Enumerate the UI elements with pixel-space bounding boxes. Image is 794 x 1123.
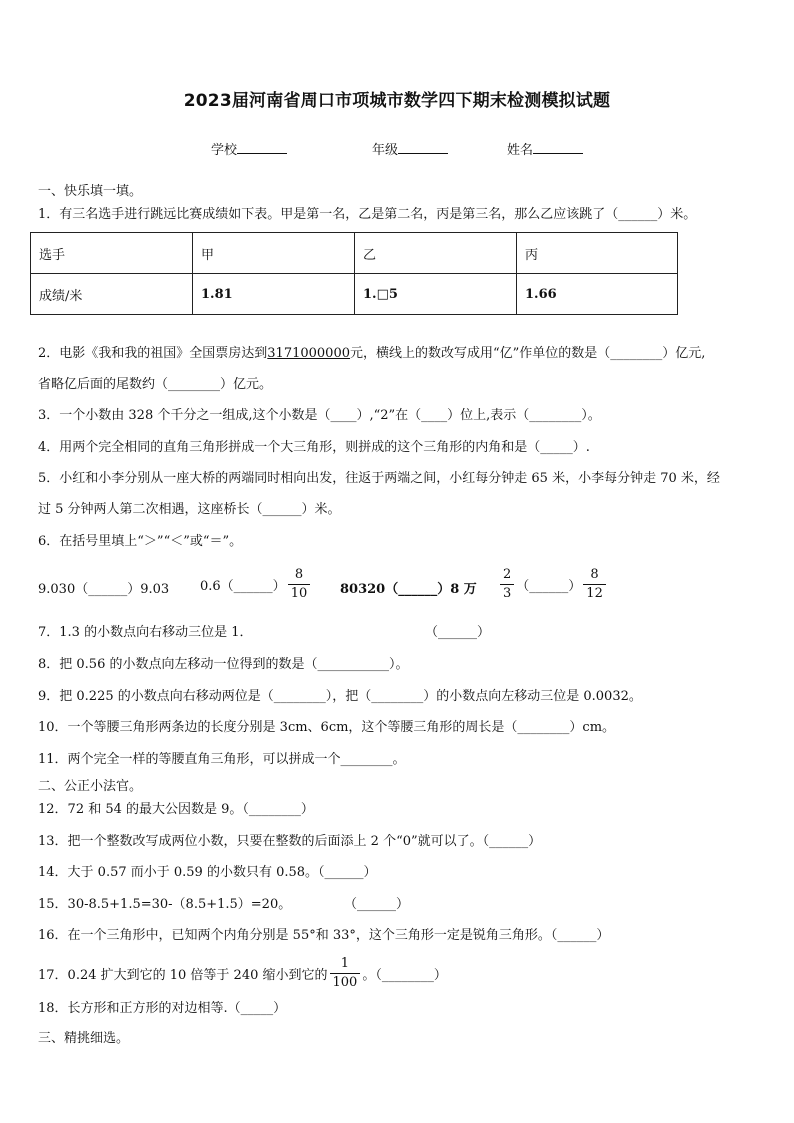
question-11: 11．两个完全一样的等腰直角三角形，可以拼成一个________。	[38, 752, 406, 767]
question-2	[38, 345, 705, 363]
question-1: 1．有三名选手进行跳远比赛成绩如下表。甲是第一名，乙是第二名，丙是第三名，那么乙应该跳了（______）米。	[38, 207, 697, 222]
q2-pre: 2．电影《我和我的祖国》全国票房达到	[38, 346, 268, 361]
question-7-blank[interactable]: （______）	[425, 625, 491, 640]
q17-post: 。（________）	[362, 968, 447, 983]
question-12: 12．72 和 54 的最大公因数是 9。（________）	[38, 802, 314, 817]
question-8: 8．把 0.56 的小数点向左移动一位得到的数是（___________）。	[38, 657, 409, 672]
grade-blank[interactable]	[398, 140, 448, 154]
school-blank[interactable]	[237, 140, 287, 154]
question-9: 9．把 0.225 的小数点向右移动两位是（________），把（________）的小数点向左移动三位是 0.0032。	[38, 689, 642, 704]
table-cell: 1.81	[193, 274, 355, 315]
numerator: 8	[583, 566, 606, 585]
denominator: 3	[503, 586, 512, 601]
q6-item-4	[498, 566, 608, 603]
question-18: 18．长方形和正方形的对边相等.（_____）	[38, 1001, 287, 1016]
header-cell: 乙	[355, 233, 517, 274]
question-6: 6．在括号里填上“＞”“＜”或“＝”。	[38, 534, 243, 549]
question-16: 16．在一个三角形中，已知两个内角分别是 55°和 33°，这个三角形一定是锐角三角形。（______）	[38, 928, 610, 943]
table-row	[31, 274, 678, 315]
section-2-heading: 二、公正小法官。	[38, 779, 143, 794]
numerator: 2	[500, 566, 514, 585]
q6-item-2	[200, 566, 312, 603]
name-label: 姓名	[507, 143, 534, 158]
question-15: 15．30-8.5+1.5=30-（8.5+1.5）=20。	[38, 897, 292, 912]
q6-item-2-left: 0.6（______）	[200, 579, 286, 594]
name-blank[interactable]	[533, 140, 583, 154]
q6-item-1: 9.030（______）9.03	[38, 582, 170, 597]
grade-label: 年级	[372, 143, 399, 158]
question-10: 10．一个等腰三角形两条边的长度分别是 3cm、6cm，这个等腰三角形的周长是（________）cm。	[38, 720, 616, 735]
question-15-blank[interactable]: （______）	[344, 897, 410, 912]
q6-item-4-mid: （______）	[516, 579, 582, 594]
numerator: 1	[330, 955, 361, 974]
fraction	[500, 566, 514, 603]
question-7: 7．1.3 的小数点向右移动三位是 1．	[38, 625, 253, 640]
section-3-heading: 三、精挑细选。	[38, 1031, 130, 1046]
q6-item-3: 80320（______）8 万	[340, 582, 477, 597]
question-14: 14．大于 0.57 而小于 0.59 的小数只有 0.58。（______）	[38, 865, 377, 880]
numerator: 8	[288, 566, 311, 585]
q2-post: 元，横线上的数改写成用“亿”作单位的数是（________）亿元,	[350, 346, 706, 361]
question-3: 3．一个小数由 328 个千分之一组成,这个小数是（____）,“2”在（____）位上,表示（________）。	[38, 408, 601, 423]
question-2-line2: 省略亿后面的尾数约（________）亿元。	[38, 377, 273, 392]
table-cell: 1.□5	[355, 274, 517, 315]
page-title: 2023届河南省周口市项城市数学四下期末检测模拟试题	[183, 91, 611, 111]
q17-pre: 17．0.24 扩大到它的 10 倍等于 240 缩小到它的	[38, 968, 328, 983]
grade-field[interactable]	[372, 139, 448, 158]
denominator: 10	[290, 586, 308, 601]
name-field[interactable]	[507, 139, 583, 158]
school-field[interactable]	[211, 139, 287, 158]
section-1-heading: 一、快乐填一填。	[38, 184, 143, 199]
fraction	[288, 566, 311, 603]
question-13: 13．把一个整数改写成两位小数，只要在整数的后面添上 2 个“0”就可以了。（______）	[38, 834, 542, 849]
q2-number: 3171000000	[267, 346, 350, 361]
header-cell: 甲	[193, 233, 355, 274]
question-17	[38, 955, 447, 992]
scores-table	[30, 232, 678, 315]
denominator: 100	[332, 975, 358, 990]
question-5: 5．小红和小李分别从一座大桥的两端同时相向出发，往返于两端之间，小红每分钟走 65 米，小李每分钟走 70 米，经	[38, 471, 720, 486]
fraction	[583, 566, 606, 603]
question-4: 4．用两个完全相同的直角三角形拼成一个大三角形，则拼成的这个三角形的内角和是（_____）.	[38, 440, 590, 455]
table-header-row	[31, 233, 678, 274]
denominator: 12	[586, 586, 603, 601]
question-5-line2: 过 5 分钟两人第二次相遇，这座桥长（______）米。	[38, 502, 341, 517]
school-label: 学校	[211, 143, 238, 158]
table-cell: 成绩/米	[31, 274, 193, 315]
header-cell: 丙	[517, 233, 678, 274]
fraction	[330, 955, 361, 992]
table-cell: 1.66	[517, 274, 678, 315]
header-cell: 选手	[31, 233, 193, 274]
